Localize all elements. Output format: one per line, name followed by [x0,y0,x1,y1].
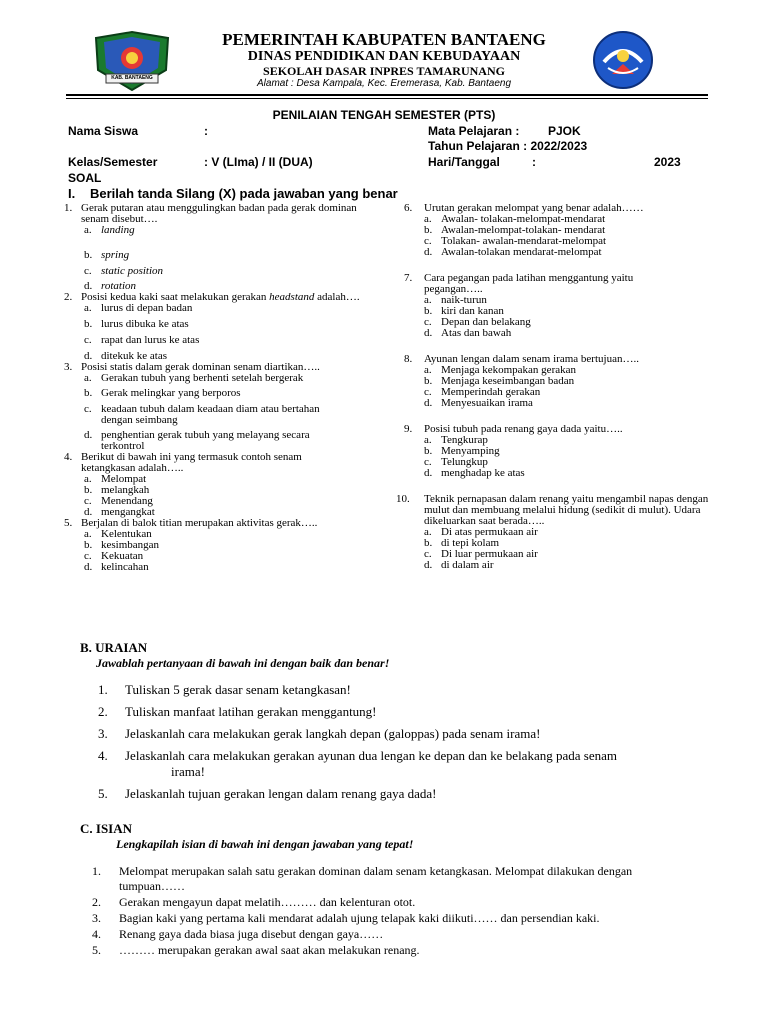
logo-caption: KAB. BANTAENG [111,75,153,81]
nama-label: Nama Siswa [68,124,139,138]
question-text: Gerak putaran atau menggulingkan badan pada gerak dominan senam disebut…. [81,202,357,225]
option-letter: b. [84,539,93,551]
option-letter: c. [424,456,432,468]
option[interactable] [404,247,709,258]
option-letter: b. [84,484,93,496]
question-number: 2. [64,291,73,303]
option-text: Awalan-melompat-tolakan- mendarat [441,224,606,236]
option-text: static position [101,265,164,277]
option-text: penghentian gerak tubuh yang melayang secara terkontrol [101,429,310,452]
option-text: Di luar permukaan air [441,548,538,560]
kelas-value: : V (LIma) / II (DUA) [204,155,313,169]
question-number: 9. [404,423,413,435]
option-text: ditekuk ke atas [101,350,167,362]
kelas-label: Kelas/Semester [68,155,158,169]
option-text: kelincahan [101,561,149,573]
option-text: rotation [101,280,137,292]
section1-title: Berilah tanda Silang (X) pada jawaban yang benar [90,186,398,201]
question-text: Berikut di bawah ini yang termasuk contoh senam ketangkasan adalah….. [81,451,302,474]
option-letter: d. [424,327,433,339]
hari-year: 2023 [654,155,681,169]
option-text: di dalam air [441,559,494,571]
option[interactable] [64,266,364,281]
question-number: 5. [64,517,73,529]
uraian-list [98,682,708,802]
option-letter: b. [424,305,433,317]
option-text: Menjaga kekompakan gerakan [441,364,576,376]
isian-item [92,911,702,926]
option-text: Menendang [101,495,153,507]
school-title: SEKOLAH DASAR INPRES TAMARUNANG [263,64,505,78]
isian-instruction: Lengkapilah isian di bawah ini dengan jawaban yang tepat! [116,837,414,851]
soal-label: SOAL [68,171,102,185]
option-text: Memperindah gerakan [441,386,541,398]
option-text: Awalan-tolakan mendarat-melompat [441,246,602,258]
option[interactable] [64,373,364,388]
question-1 [64,203,364,225]
option-letter: a. [424,364,432,376]
option-text: Menjaga keseimbangan badan [441,375,575,387]
item-text: Tuliskan manfaat latihan gerakan menggantung! [125,704,377,719]
option-letter: b. [84,387,93,399]
question-text: Posisi statis dalam gerak dominan senam diartikan….. [81,361,320,373]
option-letter: a. [424,434,432,446]
question-10 [396,494,709,527]
hari-colon: : [532,155,536,169]
exam-title: PENILAIAN TENGAH SEMESTER (PTS) [272,108,496,122]
option-text: Di atas permukaan air [441,526,538,538]
option-letter: b. [424,375,433,387]
option-letter: d. [424,397,433,409]
isian-item [92,864,702,894]
item-text: Tuliskan 5 gerak dasar senam ketangkasan! [125,682,351,697]
option-text: melangkah [101,484,150,496]
option-letter: d. [84,280,93,292]
item-number: 5. [92,943,101,957]
option-letter: b. [84,318,93,330]
option-text: Tolakan- awalan-mendarat-melompat [441,235,607,247]
uraian-item [98,682,708,698]
section1-number: I. [68,186,76,201]
question-text-emphasis: headstand [269,291,315,303]
isian-item [92,927,702,942]
option-letter: b. [424,445,433,457]
isian-item [92,895,702,910]
option-text: kiri dan kanan [441,305,504,317]
hari-label: Hari/Tanggal [428,155,500,169]
option[interactable] [64,250,364,266]
option-text: Atas dan bawah [441,327,512,339]
option-text: rapat dan lurus ke atas [101,334,200,346]
item-text: Jelaskanlah tujuan gerakan lengan dalam renang gaya dada! [125,786,437,801]
question-text-part: Posisi kedua kaki saat melakukan gerakan [81,291,270,303]
uraian-title: B. URAIAN [80,640,148,655]
option-text: lurus dibuka ke atas [101,318,189,330]
option-text: keadaan tubuh dalam keadaan diam atau bertahan dengan seimbang [101,403,320,426]
option-text: naik-turun [441,294,487,306]
option-letter: c. [424,316,432,328]
option[interactable] [64,562,364,573]
mapel-value: PJOK [548,124,581,138]
option[interactable] [64,319,364,335]
item-number: 2. [92,895,101,909]
option-text: di tepi kolam [441,537,500,549]
item-number: 3. [92,911,101,925]
question-text: Posisi tubuh pada renang gaya dada yaitu….. [424,423,623,435]
option-text: landing [101,224,135,236]
option-letter: a. [84,372,92,384]
question-number: 8. [404,353,413,365]
uraian-instruction: Jawablah pertanyaan di bawah ini dengan baik dan benar! [96,656,390,670]
question-number: 4. [64,451,73,463]
dept-title: DINAS PENDIDIKAN DAN KEBUDAYAAN [247,49,521,64]
option-text: Depan dan belakang [441,316,531,328]
option-letter: a. [84,528,92,540]
question-text: Berjalan di balok titian merupakan aktivitas gerak….. [81,517,318,529]
uraian-item [98,786,708,802]
nama-colon: : [204,124,208,138]
item-text: Melompat merupakan salah satu gerakan dominan dalam senam ketangkasan. Melompat dilakukan dengan tumpuan…… [119,864,633,893]
option[interactable] [64,388,364,404]
isian-list [92,864,702,958]
question-text: Cara pegangan pada latihan menggantung yaitu pegangan….. [424,272,634,295]
item-text: Renang gaya dada biasa juga disebut dengan gaya…… [119,927,384,941]
option-text: Menyesuaikan irama [441,397,533,409]
option-letter: a. [424,294,432,306]
option-text: Melompat [101,473,147,485]
isian-title: C. ISIAN [80,821,133,836]
uraian-item [98,726,708,742]
item-number: 3. [98,726,108,741]
option[interactable] [64,335,364,351]
option-text: Awalan- tolakan-melompat-mendarat [441,213,606,225]
option[interactable] [64,430,364,452]
option-letter: b. [84,249,93,261]
question-7 [404,273,709,295]
question-number: 10. [396,493,410,505]
option-letter: d. [84,506,93,518]
question-text: Urutan gerakan melompat yang benar adalah…… [424,202,644,214]
option-letter: a. [424,526,432,538]
option[interactable] [404,328,709,339]
header-divider [66,94,708,96]
item-number: 2. [98,704,108,719]
item-number: 4. [98,748,108,763]
mapel-label: Mata Pelajaran : [428,124,520,138]
option-text: Telungkup [441,456,488,468]
option-letter: d. [424,467,433,479]
option-letter: d. [424,246,433,258]
option-letter: c. [84,550,92,562]
option-text: Kelentukan [101,528,152,540]
item-text: Bagian kaki yang pertama kali mendarat adalah ujung telapak kaki diikuti…… dan persendian kaki. [119,911,600,925]
gov-title: PEMERINTAH KABUPATEN BANTAENG [222,30,546,49]
question-text: Teknik pernapasan dalam renang yaitu mengambil napas dengan mulut dan membuang melalui hidung (sedikit di mulut). Udara dikeluarkan saat berada….. [424,493,709,527]
option-text: Gerakan tubuh yang berhenti setelah bergerak [101,372,304,384]
item-text: ……… merupakan gerakan awal saat akan melakukan renang. [119,943,420,957]
option-letter: d. [84,350,93,362]
option-text: lurus di depan badan [101,302,193,314]
option-text: Tengkurap [441,434,488,446]
item-number: 5. [98,786,108,801]
option-text: Menyamping [441,445,500,457]
school-address: Alamat : Desa Kampala, Kec. Eremerasa, Kab. Bantaeng [256,78,512,89]
tahun-pelajaran: Tahun Pelajaran : 2022/2023 [428,139,588,153]
question-number: 3. [64,361,73,373]
question-number: 6. [404,202,413,214]
option-text: menghadap ke atas [441,467,525,479]
option-letter: a. [84,302,92,314]
uraian-item [98,748,708,780]
item-number: 1. [98,682,108,697]
isian-item [92,943,702,958]
right-question-column [396,202,709,571]
option-text: kesimbangan [101,539,160,551]
question-number: 7. [404,272,413,284]
option-text: Kekuatan [101,550,144,562]
option[interactable] [64,303,364,319]
option[interactable] [64,404,364,430]
option-letter: c. [84,265,92,277]
question-4 [64,452,364,474]
option-text: mengangkat [101,506,155,518]
option-letter: d. [84,429,93,441]
item-text: Gerakan mengayun dapat melatih……… dan kelenturan otot. [119,895,416,909]
option[interactable] [64,225,364,250]
question-number: 1. [64,202,73,214]
option-letter: c. [84,334,92,346]
option-letter: b. [424,224,433,236]
option-text: spring [101,249,130,261]
item-text: Jelaskanlah cara melakukan gerak langkah depan (galoppas) pada senam irama! [125,726,541,741]
question-text: Ayunan lengan dalam senam irama bertujuan….. [424,353,639,365]
item-number: 4. [92,927,101,941]
uraian-item [98,704,708,720]
item-text: Jelaskanlah cara melakukan gerakan ayunan dua lengan ke depan dan ke belakang pada senam [125,748,617,763]
option-letter: b. [424,537,433,549]
option[interactable] [404,468,709,479]
item-text-continued: irama! [171,764,205,779]
option-letter: a. [84,473,92,485]
option-letter: c. [84,403,92,415]
option-text: Gerak melingkar yang berporos [101,387,241,399]
option-letter: a. [84,224,92,236]
header-divider-thin [66,98,708,99]
option-letter: c. [424,548,432,560]
option-letter: d. [84,561,93,573]
left-question-column [64,203,364,573]
option-letter: d. [424,559,433,571]
question-text-part: adalah…. [314,291,360,303]
option-letter: c. [424,235,432,247]
option[interactable] [404,398,709,409]
option-letter: c. [84,495,92,507]
option-letter: c. [424,386,432,398]
item-number: 1. [92,864,101,878]
option[interactable] [404,560,709,571]
option-letter: a. [424,213,432,225]
